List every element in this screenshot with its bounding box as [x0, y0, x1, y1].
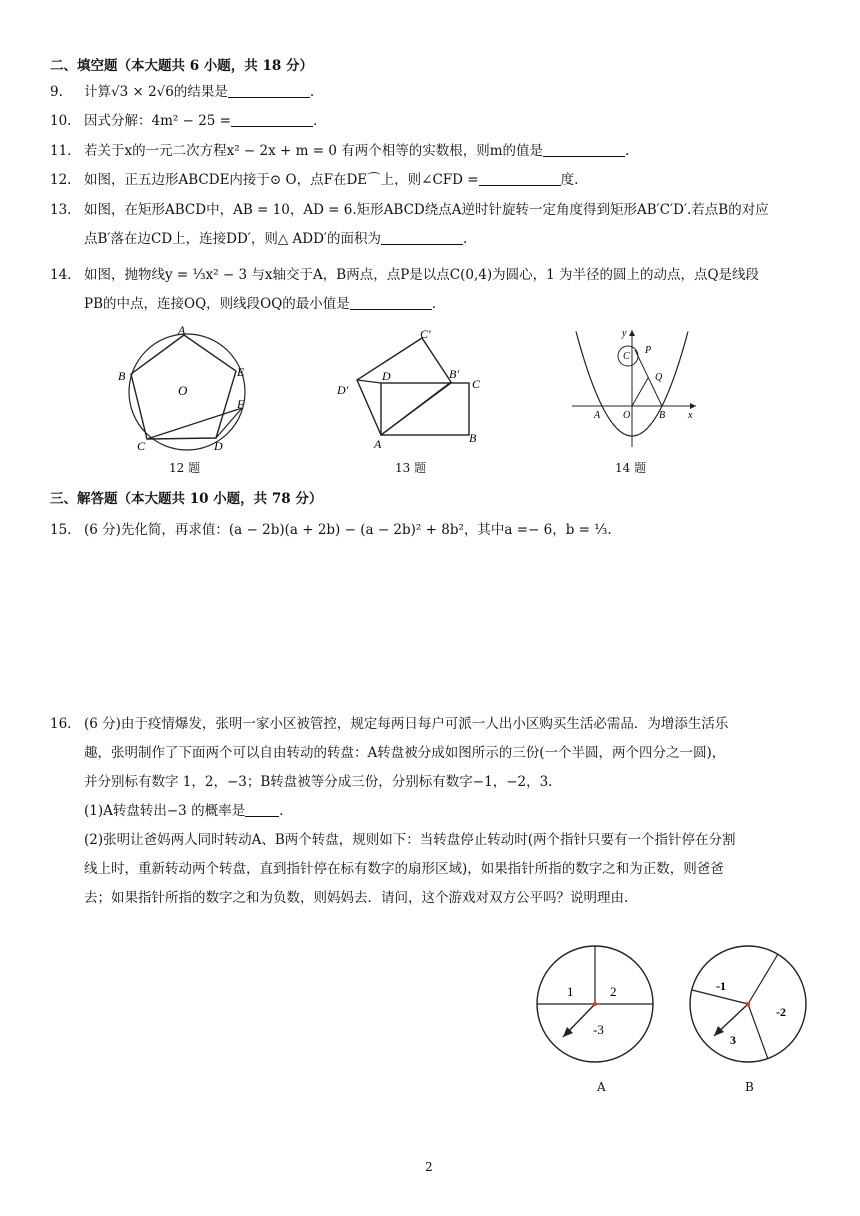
- segment-dd-prime: [357, 380, 381, 383]
- page-number: 2: [425, 1160, 433, 1174]
- section-2-title: 二、填空题（本大题共 6 小题，共 18 分）: [50, 58, 313, 74]
- segment-cf: [147, 408, 242, 439]
- spinner-b-sector-2: -2: [776, 1005, 786, 1019]
- rectangle-abcd: [381, 383, 469, 435]
- spinner-a: [533, 944, 663, 1074]
- part-1-text: (1)A转盘转出−3 的概率是: [84, 803, 246, 819]
- question-number: 13.: [50, 202, 72, 218]
- label-d: D: [214, 439, 223, 452]
- label-y: y: [622, 328, 627, 339]
- spinner-b-divider-2: [748, 954, 778, 1004]
- question-text-line1: (6 分)由于疫情爆发，张明一家小区被管控，规定每两日每户可派一人出小区购买生活必需品．为增添生活乐: [84, 716, 729, 732]
- question-15: [50, 520, 820, 540]
- question-number: 15.: [50, 522, 72, 538]
- figure-14-parabola: [568, 322, 703, 452]
- segment-ab-prime: [381, 383, 451, 435]
- label-c: C: [137, 439, 146, 452]
- label-b: B: [469, 431, 477, 445]
- label-b-prime: B′: [449, 367, 459, 381]
- question-13: 13. 如图，在矩形ABCD中，AB = 10，AD = 6.矩形ABCD绕点A逆时针旋转一定角度得到矩形AB′C′D′.若点B的对应 点B′落在边CD上，连接DD′，则△ ADD′的面积为 .: [50, 202, 769, 247]
- label-b: B: [659, 410, 666, 421]
- segment-oq: [632, 378, 648, 406]
- question-14: 14. 如图，抛物线y = ⅓x² − 3 与x轴交于A，B两点，点P是以点C(0,4)为圆心，1 为半径的圆上的动点，点Q是线段 PB的中点，连接OQ，则线段OQ的最小值是 .: [50, 267, 760, 312]
- spinner-a-label: A: [597, 1080, 606, 1094]
- question-text-line2: PB的中点，连接OQ，则线段OQ的最小值是: [84, 296, 350, 312]
- label-a: A: [178, 326, 186, 337]
- figure-12-pentagon: [112, 326, 262, 452]
- answer-blank[interactable]: [479, 171, 561, 186]
- label-q: Q: [655, 372, 663, 383]
- question-number: 16.: [50, 716, 72, 732]
- y-axis-arrow: [629, 330, 635, 336]
- label-b: B: [118, 369, 126, 383]
- question-11: 11. 若关于x的一元二次方程x² − 2x + m = 0 有两个相等的实数根，则m的值是 .: [50, 143, 630, 159]
- question-number: 14.: [50, 267, 72, 283]
- question-text-line1: 如图，抛物线y = ⅓x² − 3 与x轴交于A，B两点，点P是以点C(0,4)为圆心，1 为半径的圆上的动点，点Q是线段: [84, 267, 760, 283]
- answer-blank[interactable]: [350, 295, 432, 310]
- section-3-title: 三、解答题（本大题共 10 小题，共 78 分）: [50, 491, 323, 507]
- question-text: (6 分)先化简，再求值：(a − 2b)(a + 2b) − (a − 2b)² + 8b²，其中a =− 6，b = ⅓.: [84, 522, 612, 538]
- question-12: 12. 如图，正五边形ABCDE内接于⊙ O，点F在DE⌒上，则∠CFD = 度.: [50, 172, 579, 188]
- spinner-a-sector-2: 2: [610, 984, 617, 999]
- answer-blank[interactable]: [228, 83, 310, 98]
- figure-14-caption: 14 题: [615, 461, 647, 475]
- question-10: 10. 因式分解：4m² − 25 = .: [50, 113, 318, 129]
- label-p: P: [645, 345, 652, 356]
- label-d: D: [382, 369, 391, 383]
- spinner-b: [686, 944, 816, 1074]
- question-text: 如图，正五边形ABCDE内接于⊙ O，点F在DE⌒上，则∠CFD =: [84, 172, 479, 188]
- question-number: 10.: [50, 113, 72, 129]
- figure-13-rectangle: [334, 326, 494, 452]
- label-o: O: [178, 383, 188, 398]
- spinner-b-sector-3: 3: [730, 1033, 736, 1047]
- figure-13-caption: 13 题: [395, 461, 427, 475]
- rectangle-ab-prime-c-prime-d-prime: [357, 338, 451, 435]
- label-o: O: [623, 410, 631, 421]
- spinner-b-label: B: [745, 1080, 754, 1094]
- label-c-prime: C′: [420, 327, 431, 341]
- answer-blank[interactable]: [231, 112, 313, 127]
- answer-blank[interactable]: [245, 802, 279, 817]
- label-d-prime: D′: [337, 383, 349, 397]
- question-text: 若关于x的一元二次方程x² − 2x + m = 0 有两个相等的实数根，则m的值是: [84, 143, 544, 159]
- question-16: 16. (6 分)由于疫情爆发，张明一家小区被管控，规定每两日每户可派一人出小区购买生活必需品．为增添生活乐 趣，张明制作了下面两个可以自由转动的转盘：A转盘被分成如图所示的三份(一个半圆，两个四分之一圆)， 并分别标有数字 1，2，−3；B转盘被等分成三份，分别标有数字−1，−2，3. (1)A转盘转出−3 的概率是 . (2)张明让爸妈两人同时转动A、B两个转盘，规则如下：当转盘停止转动时(两个指针只要有一个指针停在分割 线上时，重新转动两个转盘，直到指针停在标有数字的扇形区域)，如果指针所指的数字之和为正数，则爸爸 去；如果指针所指的数字之和为负数，则妈妈去．请问，这个游戏对双方公平吗？说明理由.: [50, 710, 820, 913]
- label-e: E: [237, 365, 245, 379]
- question-number: 11.: [50, 143, 72, 159]
- figure-12-caption: 12 题: [169, 461, 201, 475]
- label-a: A: [594, 410, 601, 421]
- answer-blank[interactable]: [381, 230, 463, 245]
- spinner-a-sector-1: 1: [567, 984, 574, 999]
- spinner-b-divider-3: [748, 1004, 768, 1059]
- part-2-line1: (2)张明让爸妈两人同时转动A、B两个转盘，规则如下：当转盘停止转动时(两个指针只要有一个指针停在分割: [84, 832, 736, 848]
- spinner-b-sector-1: -1: [716, 979, 726, 993]
- question-number: 9.: [50, 84, 63, 100]
- spinner-b-center: [746, 1002, 750, 1006]
- part-2-line3: 去；如果指针所指的数字之和为负数，则妈妈去．请问，这个游戏对双方公平吗？说明理由.: [84, 890, 629, 906]
- question-text-line1: 如图，在矩形ABCD中，AB = 10，AD = 6.矩形ABCD绕点A逆时针旋转一定角度得到矩形AB′C′D′.若点B的对应: [84, 202, 769, 218]
- spinner-a-sector-3: -3: [593, 1022, 604, 1037]
- question-text-line2: 点B′落在边CD上，连接DD′，则△ ADD′的面积为: [84, 231, 381, 247]
- label-f: F: [237, 397, 245, 411]
- spinner-a-center: [593, 1002, 597, 1006]
- question-text-line2: 趣，张明制作了下面两个可以自由转动的转盘：A转盘被分成如图所示的三份(一个半圆，两个四分之一圆)，: [84, 745, 726, 761]
- part-2-line2: 线上时，重新转动两个转盘，直到指针停在标有数字的扇形区域)，如果指针所指的数字之和为正数，则爸爸: [84, 861, 724, 877]
- label-c: C: [472, 377, 481, 391]
- label-a: A: [374, 437, 382, 451]
- question-text: 计算√3 × 2√6的结果是: [84, 84, 228, 100]
- x-axis-arrow: [690, 403, 696, 409]
- question-text-line3: 并分别标有数字 1，2，−3；B转盘被等分成三份，分别标有数字−1，−2，3.: [84, 774, 553, 790]
- question-number: 12.: [50, 172, 72, 188]
- label-x: x: [688, 410, 693, 421]
- question-text: 因式分解：4m² − 25 =: [84, 113, 231, 129]
- label-c: C: [623, 351, 630, 362]
- question-9: 9. 计算√3 × 2√6的结果是 .: [50, 84, 315, 100]
- answer-blank[interactable]: [543, 142, 625, 157]
